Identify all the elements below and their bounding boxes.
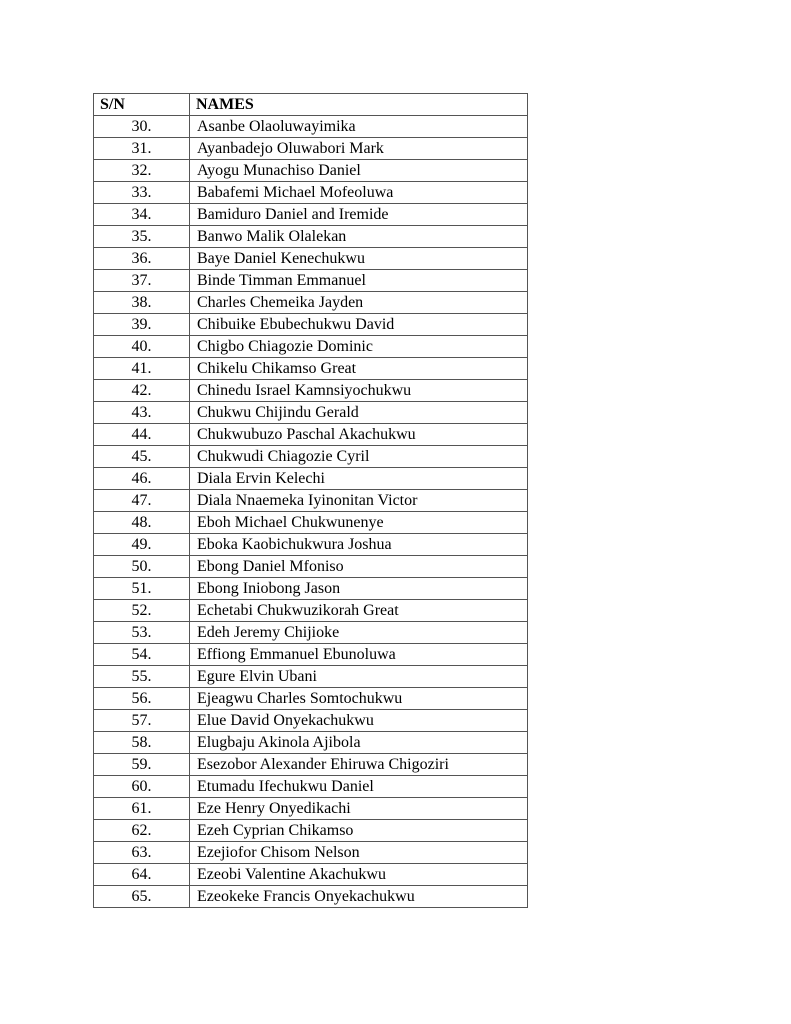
table-row — [94, 116, 528, 138]
serial-number-cell: 54. — [94, 644, 190, 666]
serial-number-cell: 63. — [94, 842, 190, 864]
serial-number-cell: 49. — [94, 534, 190, 556]
table-row — [94, 820, 528, 842]
serial-number-cell: 57. — [94, 710, 190, 732]
table-row — [94, 732, 528, 754]
table-row — [94, 578, 528, 600]
table-row — [94, 688, 528, 710]
serial-number-cell: 38. — [94, 292, 190, 314]
name-cell: Eboh Michael Chukwunenye — [190, 512, 528, 534]
serial-number-cell: 61. — [94, 798, 190, 820]
serial-number-cell: 34. — [94, 204, 190, 226]
serial-number-cell: 65. — [94, 886, 190, 908]
serial-number-cell: 31. — [94, 138, 190, 160]
table-row — [94, 886, 528, 908]
serial-number-cell: 51. — [94, 578, 190, 600]
table-row — [94, 314, 528, 336]
names-table — [93, 93, 528, 908]
table-row — [94, 490, 528, 512]
table-row — [94, 468, 528, 490]
name-cell: Chigbo Chiagozie Dominic — [190, 336, 528, 358]
name-cell: Bamiduro Daniel and Iremide — [190, 204, 528, 226]
table-row — [94, 358, 528, 380]
name-cell: Asanbe Olaoluwayimika — [190, 116, 528, 138]
name-cell: Egure Elvin Ubani — [190, 666, 528, 688]
name-cell: Chukwudi Chiagozie Cyril — [190, 446, 528, 468]
name-cell: Ebong Iniobong Jason — [190, 578, 528, 600]
table-row — [94, 182, 528, 204]
table-row — [94, 270, 528, 292]
serial-number-cell: 43. — [94, 402, 190, 424]
name-cell: Etumadu Ifechukwu Daniel — [190, 776, 528, 798]
names-column-header: NAMES — [190, 94, 528, 116]
name-cell: Ezeobi Valentine Akachukwu — [190, 864, 528, 886]
table-body — [94, 116, 528, 908]
serial-number-cell: 48. — [94, 512, 190, 534]
serial-number-cell: 59. — [94, 754, 190, 776]
serial-number-cell: 30. — [94, 116, 190, 138]
serial-number-cell: 56. — [94, 688, 190, 710]
table-row — [94, 512, 528, 534]
name-cell: Ayanbadejo Oluwabori Mark — [190, 138, 528, 160]
table-row — [94, 402, 528, 424]
table-row — [94, 424, 528, 446]
table-row — [94, 292, 528, 314]
table-row — [94, 666, 528, 688]
serial-number-cell: 33. — [94, 182, 190, 204]
name-cell: Baye Daniel Kenechukwu — [190, 248, 528, 270]
serial-number-cell: 50. — [94, 556, 190, 578]
serial-number-cell: 58. — [94, 732, 190, 754]
table-row — [94, 534, 528, 556]
table-row — [94, 842, 528, 864]
table-row — [94, 138, 528, 160]
serial-number-cell: 55. — [94, 666, 190, 688]
name-cell: Babafemi Michael Mofeoluwa — [190, 182, 528, 204]
name-cell: Ejeagwu Charles Somtochukwu — [190, 688, 528, 710]
name-cell: Elugbaju Akinola Ajibola — [190, 732, 528, 754]
serial-number-cell: 37. — [94, 270, 190, 292]
name-cell: Binde Timman Emmanuel — [190, 270, 528, 292]
table-header-row — [94, 94, 528, 116]
serial-number-cell: 35. — [94, 226, 190, 248]
serial-number-cell: 60. — [94, 776, 190, 798]
table-row — [94, 380, 528, 402]
serial-number-cell: 32. — [94, 160, 190, 182]
name-cell: Chukwu Chijindu Gerald — [190, 402, 528, 424]
name-cell: Effiong Emmanuel Ebunoluwa — [190, 644, 528, 666]
serial-number-cell: 42. — [94, 380, 190, 402]
name-cell: Eze Henry Onyedikachi — [190, 798, 528, 820]
name-cell: Edeh Jeremy Chijioke — [190, 622, 528, 644]
serial-number-cell: 53. — [94, 622, 190, 644]
serial-number-cell: 41. — [94, 358, 190, 380]
table-row — [94, 248, 528, 270]
name-cell: Chikelu Chikamso Great — [190, 358, 528, 380]
name-cell: Chukwubuzo Paschal Akachukwu — [190, 424, 528, 446]
table-row — [94, 710, 528, 732]
table-row — [94, 204, 528, 226]
table-row — [94, 600, 528, 622]
serial-number-cell: 39. — [94, 314, 190, 336]
name-cell: Ayogu Munachiso Daniel — [190, 160, 528, 182]
name-cell: Ezeh Cyprian Chikamso — [190, 820, 528, 842]
serial-number-cell: 45. — [94, 446, 190, 468]
name-cell: Esezobor Alexander Ehiruwa Chigoziri — [190, 754, 528, 776]
serial-number-cell: 40. — [94, 336, 190, 358]
name-cell: Eboka Kaobichukwura Joshua — [190, 534, 528, 556]
name-cell: Banwo Malik Olalekan — [190, 226, 528, 248]
name-cell: Ezejiofor Chisom Nelson — [190, 842, 528, 864]
serial-number-cell: 44. — [94, 424, 190, 446]
table-row — [94, 798, 528, 820]
table-row — [94, 644, 528, 666]
name-cell: Charles Chemeika Jayden — [190, 292, 528, 314]
name-cell: Ezeokeke Francis Onyekachukwu — [190, 886, 528, 908]
serial-number-cell: 46. — [94, 468, 190, 490]
serial-number-cell: 36. — [94, 248, 190, 270]
table-row — [94, 226, 528, 248]
table-row — [94, 336, 528, 358]
name-cell: Chibuike Ebubechukwu David — [190, 314, 528, 336]
serial-number-cell: 52. — [94, 600, 190, 622]
serial-number-cell: 62. — [94, 820, 190, 842]
name-cell: Diala Nnaemeka Iyinonitan Victor — [190, 490, 528, 512]
name-cell: Ebong Daniel Mfoniso — [190, 556, 528, 578]
name-cell: Diala Ervin Kelechi — [190, 468, 528, 490]
name-cell: Echetabi Chukwuzikorah Great — [190, 600, 528, 622]
name-cell: Chinedu Israel Kamnsiyochukwu — [190, 380, 528, 402]
table-row — [94, 446, 528, 468]
table-row — [94, 556, 528, 578]
table-row — [94, 776, 528, 798]
table-row — [94, 160, 528, 182]
serial-number-cell: 64. — [94, 864, 190, 886]
table-row — [94, 754, 528, 776]
table-row — [94, 622, 528, 644]
table-row — [94, 864, 528, 886]
serial-number-cell: 47. — [94, 490, 190, 512]
sn-column-header: S/N — [94, 94, 190, 116]
name-cell: Elue David Onyekachukwu — [190, 710, 528, 732]
